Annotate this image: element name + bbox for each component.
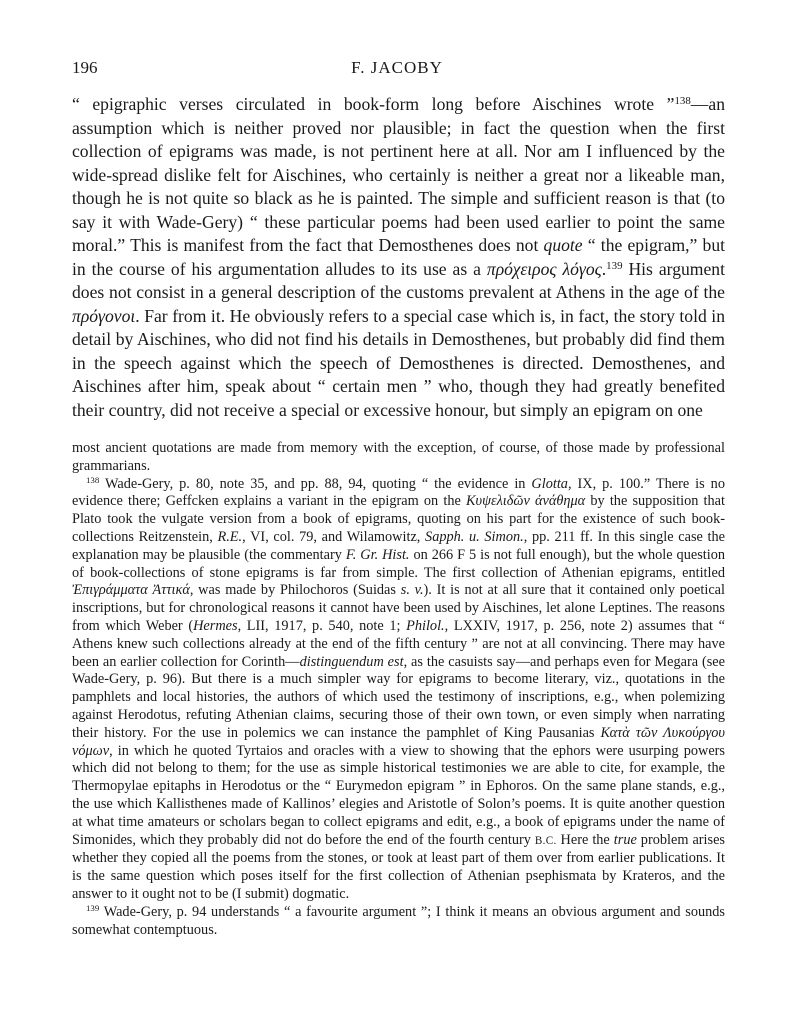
greek-phrase: πρόχειρος λόγος xyxy=(486,258,602,279)
footnote-continuation: most ancient quotations are made from memory with the exception, of course, of those made by professional grammarians. xyxy=(72,440,725,474)
main-text xyxy=(72,93,725,422)
footnotes xyxy=(72,440,725,939)
footnote-139: $^{139}$ Wade-Gery, p. 94 understands “ a favourite argument ”; I think it means an obvious argument and sounds somewhat contemptuous. xyxy=(72,902,725,938)
page-header xyxy=(72,58,722,82)
running-head: F. JACOBY xyxy=(351,58,443,77)
footnote-ref-139[interactable]: 139 xyxy=(606,259,623,272)
footnote-number: 138 xyxy=(86,474,100,485)
greek-word: πρόγονοι xyxy=(72,305,136,326)
footnote-ref-138[interactable]: 138 xyxy=(674,95,691,107)
footnote-138: $^{138}$ Wade-Gery, p. 80, note 35, and pp. 88, 94, quoting “ the evidence in Glotta, IX, p. 100.” There is no evidence there; Geffcken explains a variant in the epigram on the Κυψελιδῶν ἀνάθημα by the supposition that Plato took the vulgate version from a book of epigrams, quoting on his part for the existence of such book-collections Reitzenstein, R.E., VI, col. 79, and Wilamowitz, Sapph. u. Simon., pp. 211 ff. In this single case the explanation may be plausible (the commentary F. Gr. Hist. on 266 F 5 is not full enough), but the whole question of book-collections of stone epigrams is far from simple. The first collection of Athenian epigrams, entitled Ἐπιγράμματα Ἀττικά, was made by Philochoros (Suidas s. v.). It is not at all sure that it contained only poetical inscriptions, but for chronological reasons it cannot have been used by Aischines, let alone Leptines. The reasons from which Weber (Hermes, LII, 1917, p. 540, note 1; Philol., LXXIV, 1917, p. 256, note 2) assumes that “ Athens knew such collections already at the end of the fifth century ” are not at all convincing. There may have been an earlier collection for Corinth—distinguendum est, as the casuists say—and perhaps even for Megara (see Wade-Gery, p. 96). But there is a much simpler way for epigrams to become literary, viz., quotations in the pamphlets and local histories, the authors of which used the testimony of inscriptions, e.g., when polemizing against Herodotus, refuting Athenian claims, securing those of their own town, or even simply when narrating their history. For the use in polemics we can instance the pamphlet of King Pausanias Κατὰ τῶν Λυκούργου νόμων, in which he quoted Tyrtaios and oracles with a view to showing that the ephors were usurping powers which did not belong to them; for the use as simple historical testimonies we are able to cite, for example, the Thermopylae epitaphs in Herodotus or the “ Eurymedon epigram ” in Ephoros. On the same plane stands, e.g., the use which Kallisthenes made of Kallinos’ elegies and Aristotle of Solon’s poems. It is quite another question at what time amateurs or scholars began to collect epigrams and edit, e.g., a book of epigrams under the name of Simonides, which they probably did not do before the end of the fourth century B.C. Here the true problem arises whether they copied all the poems from the stones, or took at least part of them over from earlier publications. It is the same question which poses itself for the first collection of Athenian psephismata by Krateros, and the answer to it ought not to be (I submit) dogmatic. xyxy=(72,474,726,902)
footnote-number: 139 xyxy=(86,902,100,913)
main-paragraph: “ epigraphic verses circulated in book-form long before Aischines wrote ”$^{138}$—an assumption which is neither proved nor plausible; in fact the question when the first collection of epigrams was made, is not pertinent here at all. Nor am I influenced by the wide-spread dislike felt for Aischines, who certainly is neither a great nor a likeable man, though he is not quite so black as he is painted. The simple and sufficient reason is that (to say it with Wade-Gery) “ these particular poems had been used earlier to point the same moral.” This is manifest from the fact that Demosthenes does not quote “ the epigram,” but in the course of his argumentation alludes to its use as a πρόχειρος λόγος.$^{139}$ His argument does not consist in a general description of the customs prevalent at Athens in the age of the πρόγονοι. Far from it. He obviously refers to a special case which is, in fact, the story told in detail by Aischines, who did not find his details in Demosthenes, but probably did find them in the speech against which the speech of Demosthenes is directed. Demosthenes, and Aischines after him, speak about “ certain men ” who, though they had greatly benefited their country, did not receive a special or excessive honour, but simply an epigram on one xyxy=(72,94,726,420)
page-number: 196 xyxy=(72,58,98,77)
